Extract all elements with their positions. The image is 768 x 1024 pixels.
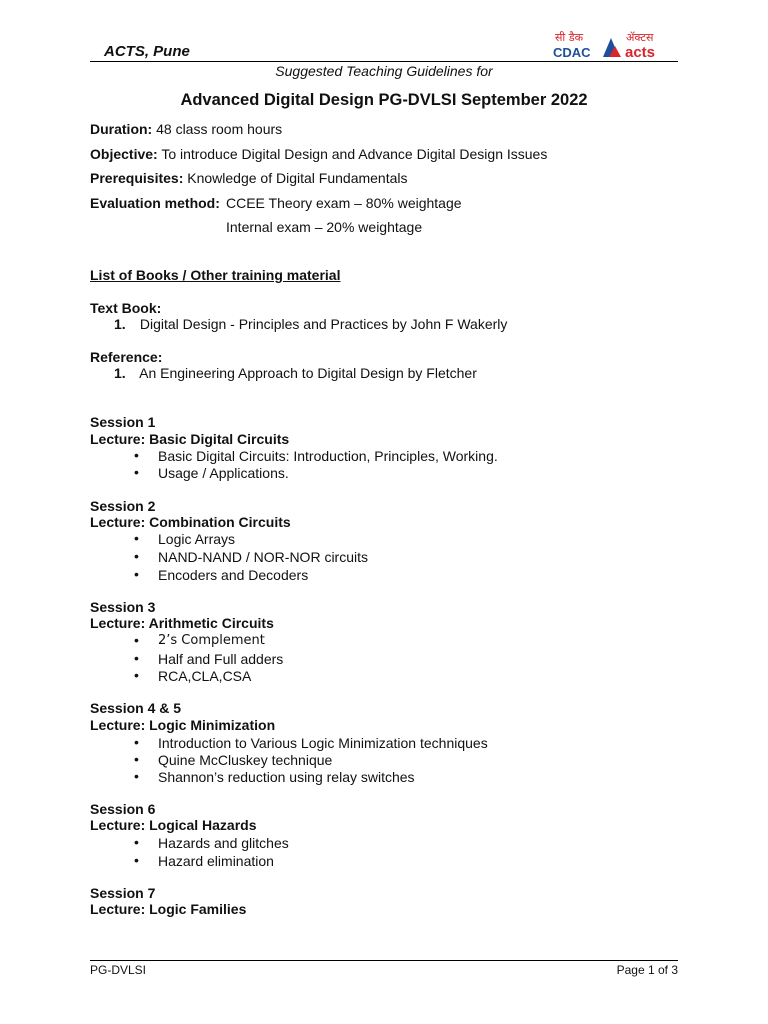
bullet-icon: • [134,852,139,868]
session-6-item: Hazard elimination [158,853,274,869]
bullet-icon: • [134,650,139,666]
session-3-item: Half and Full adders [158,651,284,667]
bullet-icon: • [134,632,139,648]
session-2-item: NAND-NAND / NOR-NOR circuits [158,549,368,565]
logo-acts-hindi: ॲक्टस [626,31,654,44]
prereq-label: Prerequisites: [90,170,184,186]
textbook-text: Digital Design - Principles and Practices by John F Wakerly [139,316,508,332]
session-2-item: Encoders and Decoders [158,567,309,583]
prereq-line [90,170,408,186]
session-4-5-item: Quine McCluskey technique [158,752,333,768]
bullet-icon: • [134,768,139,784]
prereq-value: Knowledge of Digital Fundamentals [187,170,408,186]
eval-label: Evaluation method: [90,195,220,211]
objective-value: To introduce Digital Design and Advance Digital Design Issues [161,146,548,162]
session-2-lecture: Lecture: Combination Circuits [90,514,291,530]
session-6-title: Session 6 [90,801,156,817]
header-org: ACTS, Pune [104,43,190,60]
page-number: Page 1 of 3 [616,963,678,977]
bullet-icon: • [134,751,139,767]
bullet-icon: • [134,530,139,546]
textbook-item [114,316,507,332]
session-6-lecture: Lecture: Logical Hazards [90,817,257,833]
session-7-title: Session 7 [90,885,156,901]
logo-cdac-text: CDAC [553,45,591,60]
textbook-num: 1. [114,316,126,332]
header-rule [90,61,678,62]
bullet-icon: • [134,548,139,564]
session-1-item: Basic Digital Circuits: Introduction, Principles, Working. [158,448,498,464]
bullet-icon: • [134,734,139,750]
session-4-5-title: Session 4 & 5 [90,700,182,716]
session-1-item: Usage / Applications. [158,465,289,481]
logo-acts-text: acts [625,44,656,60]
session-6-item: Hazards and glitches [158,835,289,851]
eval-value-1: CCEE Theory exam – 80% weightage [226,195,462,211]
books-heading: List of Books / Other training material [90,267,341,283]
reference-label: Reference: [90,349,163,365]
textbook-label: Text Book: [90,300,162,316]
bullet-icon: • [134,464,139,480]
session-2-title: Session 2 [90,498,156,514]
duration-label: Duration: [90,121,153,137]
session-4-5-item: Shannon’s reduction using relay switches [158,769,415,785]
session-2-item: Logic Arrays [158,531,236,547]
duration-line [90,121,282,137]
session-4-5-lecture: Lecture: Logic Minimization [90,717,276,733]
page-title: Advanced Digital Design PG-DVLSI September 2022 [180,91,588,109]
bullet-icon: • [134,834,139,850]
objective-label: Objective: [90,146,158,162]
session-4-5-item: Introduction to Various Logic Minimization techniques [158,735,488,751]
subtitle: Suggested Teaching Guidelines for [275,63,493,79]
reference-text: An Engineering Approach to Digital Design by Fletcher [139,365,477,381]
bullet-icon: • [134,447,139,463]
session-3-item: RCA,CLA,CSA [158,668,252,684]
eval-value-2: Internal exam – 20% weightage [226,219,423,235]
reference-num: 1. [114,365,126,381]
session-3-title: Session 3 [90,599,156,615]
session-3-item: 2’s Complement [158,633,265,648]
objective-line [90,146,547,162]
footer-rule [90,960,678,961]
logo-cdac-hindi: सी डैक [555,31,584,44]
reference-item [114,365,477,381]
bullet-icon: • [134,566,139,582]
duration-value: 48 class room hours [156,121,283,137]
session-1-title: Session 1 [90,414,156,430]
cdac-acts-logo [553,28,668,60]
session-1-lecture: Lecture: Basic Digital Circuits [90,431,290,447]
session-3-lecture: Lecture: Arithmetic Circuits [90,615,274,631]
footer-left: PG-DVLSI [90,963,147,977]
bullet-icon: • [134,667,139,683]
session-7-lecture: Lecture: Logic Families [90,901,247,917]
